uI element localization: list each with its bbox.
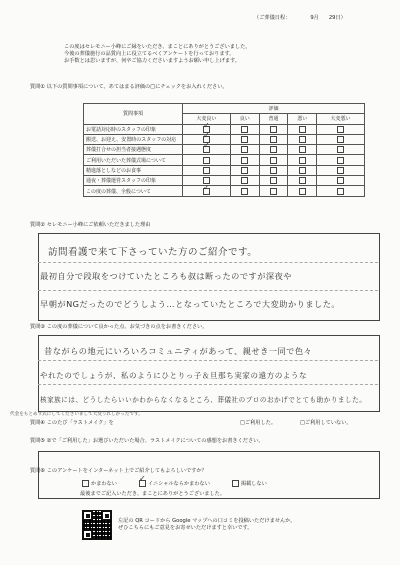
rating-checkbox[interactable] bbox=[270, 126, 277, 133]
rating-cell bbox=[288, 134, 317, 144]
q6-heading bbox=[30, 468, 207, 475]
rating-checkbox[interactable] bbox=[337, 188, 344, 195]
rating-row bbox=[84, 155, 365, 165]
rating-row bbox=[84, 186, 365, 196]
rating-cell bbox=[259, 145, 288, 155]
rating-cell bbox=[317, 165, 365, 175]
rating-cell bbox=[259, 134, 288, 144]
q6-thank-you: 最後までご記入いただき、まことにありがとうございました。 bbox=[80, 491, 226, 497]
intro-line-2: 今後の葬儀施行の品質向上に役立てるべくアンケートを行っております。 bbox=[64, 51, 235, 57]
rating-item-label: ご利用いただいた葬儀式場について bbox=[84, 155, 183, 165]
rating-cell bbox=[317, 145, 365, 155]
date-month: 9 bbox=[310, 15, 314, 21]
q1-text: 以下の質問事項について、あてはまる評価の□にチェックをお入れください。 bbox=[46, 84, 228, 90]
rating-cell bbox=[317, 155, 365, 165]
rating-row bbox=[84, 176, 365, 186]
q4-text: このたび「ラストメイク」を bbox=[46, 420, 114, 426]
rating-checkbox[interactable] bbox=[337, 146, 344, 153]
rating-checkbox[interactable] bbox=[241, 167, 248, 174]
rating-row bbox=[84, 124, 365, 134]
q3-answer-line-2: やれたのでしょうが、私のようにひとりっ子＆旦那ち実家の遠方のような bbox=[40, 371, 308, 380]
rating-cell bbox=[230, 165, 259, 175]
rating-checkbox[interactable] bbox=[270, 167, 277, 174]
qr-code[interactable] bbox=[82, 510, 112, 540]
rating-checkbox[interactable] bbox=[270, 177, 277, 184]
rating-checkbox[interactable] bbox=[203, 188, 210, 195]
q2-label: 質問② bbox=[30, 222, 46, 228]
q3-heading bbox=[30, 324, 207, 331]
rating-cell bbox=[230, 145, 259, 155]
q4-option-used[interactable]: □ご利用した。 bbox=[240, 420, 277, 426]
intro-line-1: この度はセレモニー小峰にご縁をいただき、まことにありがとうございました。 bbox=[64, 44, 251, 50]
rating-item-label: 搬送、お迎え、安置時のスタッフの対応 bbox=[84, 134, 183, 144]
rating-checkbox[interactable] bbox=[337, 167, 344, 174]
date-month-unit: 月 bbox=[313, 15, 319, 21]
rating-cell bbox=[183, 155, 231, 165]
q1-label: 質問① bbox=[30, 84, 46, 90]
rating-cell bbox=[259, 124, 288, 134]
rating-checkbox[interactable] bbox=[299, 136, 306, 143]
q4-handwritten-note: 代金をもとめず式にしてくださいまして大変うれしかったです。 bbox=[10, 412, 143, 417]
rating-checkbox[interactable] bbox=[241, 188, 248, 195]
rating-checkbox[interactable] bbox=[203, 146, 210, 153]
rating-cell bbox=[288, 186, 317, 196]
rating-checkbox[interactable] bbox=[203, 157, 210, 164]
date-day: 29 bbox=[328, 15, 336, 21]
rating-checkbox[interactable] bbox=[299, 146, 306, 153]
q1-heading bbox=[30, 84, 228, 91]
date-label: （ご葬儀日程： bbox=[254, 15, 291, 21]
rating-checkbox[interactable] bbox=[299, 167, 306, 174]
rating-checkbox[interactable] bbox=[270, 146, 277, 153]
rating-cell bbox=[183, 186, 231, 196]
intro-text bbox=[64, 44, 384, 65]
rating-checkbox[interactable] bbox=[337, 126, 344, 133]
rating-cell bbox=[259, 186, 288, 196]
q6-option-label: 掲載しない bbox=[240, 481, 267, 487]
rating-row bbox=[84, 134, 365, 144]
rating-item-label: お電話対応時のスタッフの印象 bbox=[84, 124, 183, 134]
q4-label: 質問④ bbox=[30, 420, 46, 426]
rating-checkbox[interactable] bbox=[337, 177, 344, 184]
q3-text: この度の葬儀について良かった点、お気づきの点をお書きください。 bbox=[46, 324, 208, 330]
rating-checkbox[interactable] bbox=[299, 126, 306, 133]
footer-line-2: ぜひこちらにもご意見をお寄せいただけますと幸いです。 bbox=[118, 525, 253, 531]
q4-heading bbox=[30, 420, 114, 427]
rating-header-rating: 評価 bbox=[183, 104, 365, 114]
rating-checkbox[interactable] bbox=[241, 177, 248, 184]
q6-option[interactable] bbox=[139, 480, 210, 488]
rating-cell bbox=[183, 165, 231, 175]
q6-option[interactable] bbox=[82, 480, 117, 488]
rating-cell bbox=[317, 176, 365, 186]
q2-heading bbox=[30, 222, 150, 229]
funeral-date bbox=[254, 15, 346, 22]
date-day-unit: 日） bbox=[335, 15, 346, 21]
q6-option-label: かまわない bbox=[91, 481, 117, 487]
rating-row bbox=[84, 165, 365, 175]
rating-checkbox[interactable] bbox=[270, 157, 277, 164]
rating-cell bbox=[230, 124, 259, 134]
rating-item-label: この度の葬儀、全般について bbox=[84, 186, 183, 196]
q6-option[interactable] bbox=[232, 480, 267, 488]
q5-text: ②で「ご利用した」お選びいただいた場合、ラストメイクについての感想をお書きください。 bbox=[46, 438, 264, 444]
q6-checkbox[interactable] bbox=[232, 480, 239, 487]
rating-table bbox=[83, 103, 365, 197]
q5-label: 質問⑤ bbox=[30, 438, 46, 444]
footer-line-1: 左記の QR コードから Google マップへの口コミを投稿いただけませんか。 bbox=[118, 518, 296, 524]
rating-checkbox[interactable] bbox=[241, 136, 248, 143]
rating-checkbox[interactable] bbox=[337, 136, 344, 143]
rating-cell bbox=[183, 145, 231, 155]
q6-text: このアンケートをインターネット上でご紹介してもよろしいですか？ bbox=[46, 468, 207, 474]
rating-cell bbox=[288, 165, 317, 175]
q6-options bbox=[82, 480, 267, 488]
rating-cell bbox=[317, 124, 365, 134]
q2-answer-line-2: 最初自分で段取をつけていたところも叔は断ったのですが深夜や bbox=[40, 271, 292, 281]
rating-checkbox[interactable] bbox=[241, 157, 248, 164]
rating-cell bbox=[259, 176, 288, 186]
q2-answer-line-3: 早朝がNGだったのでどうしよう…となっていたところで大変助かりました。 bbox=[40, 299, 341, 309]
rating-cell bbox=[288, 124, 317, 134]
rating-cell bbox=[288, 176, 317, 186]
q6-option-label: イニシャルならかまわない bbox=[147, 481, 210, 487]
rating-column-4: 大変悪い bbox=[317, 114, 365, 124]
q3-label: 質問③ bbox=[30, 324, 46, 330]
rating-item-label: 精進落としなどのお食事 bbox=[84, 165, 183, 175]
rating-column-0: 大変良い bbox=[183, 114, 231, 124]
rating-checkbox[interactable] bbox=[299, 177, 306, 184]
q3-answer-line-3: 核家族には、どうしたらいいかわからなくなるところ、葬儀社のプロのおかげでとても助かりました。 bbox=[40, 396, 367, 404]
rating-checkbox[interactable] bbox=[203, 167, 210, 174]
rating-checkbox[interactable] bbox=[270, 188, 277, 195]
rating-checkbox[interactable] bbox=[270, 136, 277, 143]
rating-checkbox[interactable] bbox=[241, 146, 248, 153]
rating-column-2: 普通 bbox=[259, 114, 288, 124]
rating-cell bbox=[288, 145, 317, 155]
rating-cell bbox=[317, 134, 365, 144]
q6-label: 質問⑥ bbox=[30, 468, 46, 474]
q5-heading bbox=[30, 438, 264, 445]
rating-cell bbox=[317, 186, 365, 196]
q4-option-not-used[interactable]: □ご利用していない。 bbox=[300, 420, 352, 426]
rating-item-label: 通夜・葬儀運営スタッフの印象 bbox=[84, 176, 183, 186]
rating-checkbox[interactable] bbox=[337, 157, 344, 164]
intro-line-3: お手数とは思いますが、何卒ご協力くださいますようお願い申し上げます。 bbox=[64, 58, 240, 64]
q6-checkbox[interactable] bbox=[82, 480, 89, 487]
rating-cell bbox=[259, 155, 288, 165]
rating-cell bbox=[288, 155, 317, 165]
rating-cell bbox=[230, 176, 259, 186]
rating-cell bbox=[230, 186, 259, 196]
rating-cell bbox=[259, 165, 288, 175]
rating-header-item: 質問事項 bbox=[84, 104, 183, 125]
rating-cell bbox=[230, 155, 259, 165]
q6-checkbox[interactable] bbox=[139, 480, 146, 487]
footer-text bbox=[118, 518, 296, 532]
q2-answer-line-1: 訪問看護で来て下さっていた方のご紹介です。 bbox=[48, 247, 258, 258]
rating-checkbox[interactable] bbox=[241, 126, 248, 133]
q2-text: セレモニー小峰にご依頼いただきました理由 bbox=[46, 222, 151, 228]
rating-row bbox=[84, 145, 365, 155]
q3-answer-line-1: 昔ながらの地元にいろいろコミュニティがあって、親せき一同で色々 bbox=[44, 346, 313, 356]
rating-column-1: 良い bbox=[230, 114, 259, 124]
rating-checkbox[interactable] bbox=[299, 188, 306, 195]
rating-checkbox[interactable] bbox=[299, 157, 306, 164]
rating-cell bbox=[230, 134, 259, 144]
rating-item-label: 葬儀打合せの担当者接遇態度 bbox=[84, 145, 183, 155]
rating-column-3: 悪い bbox=[288, 114, 317, 124]
